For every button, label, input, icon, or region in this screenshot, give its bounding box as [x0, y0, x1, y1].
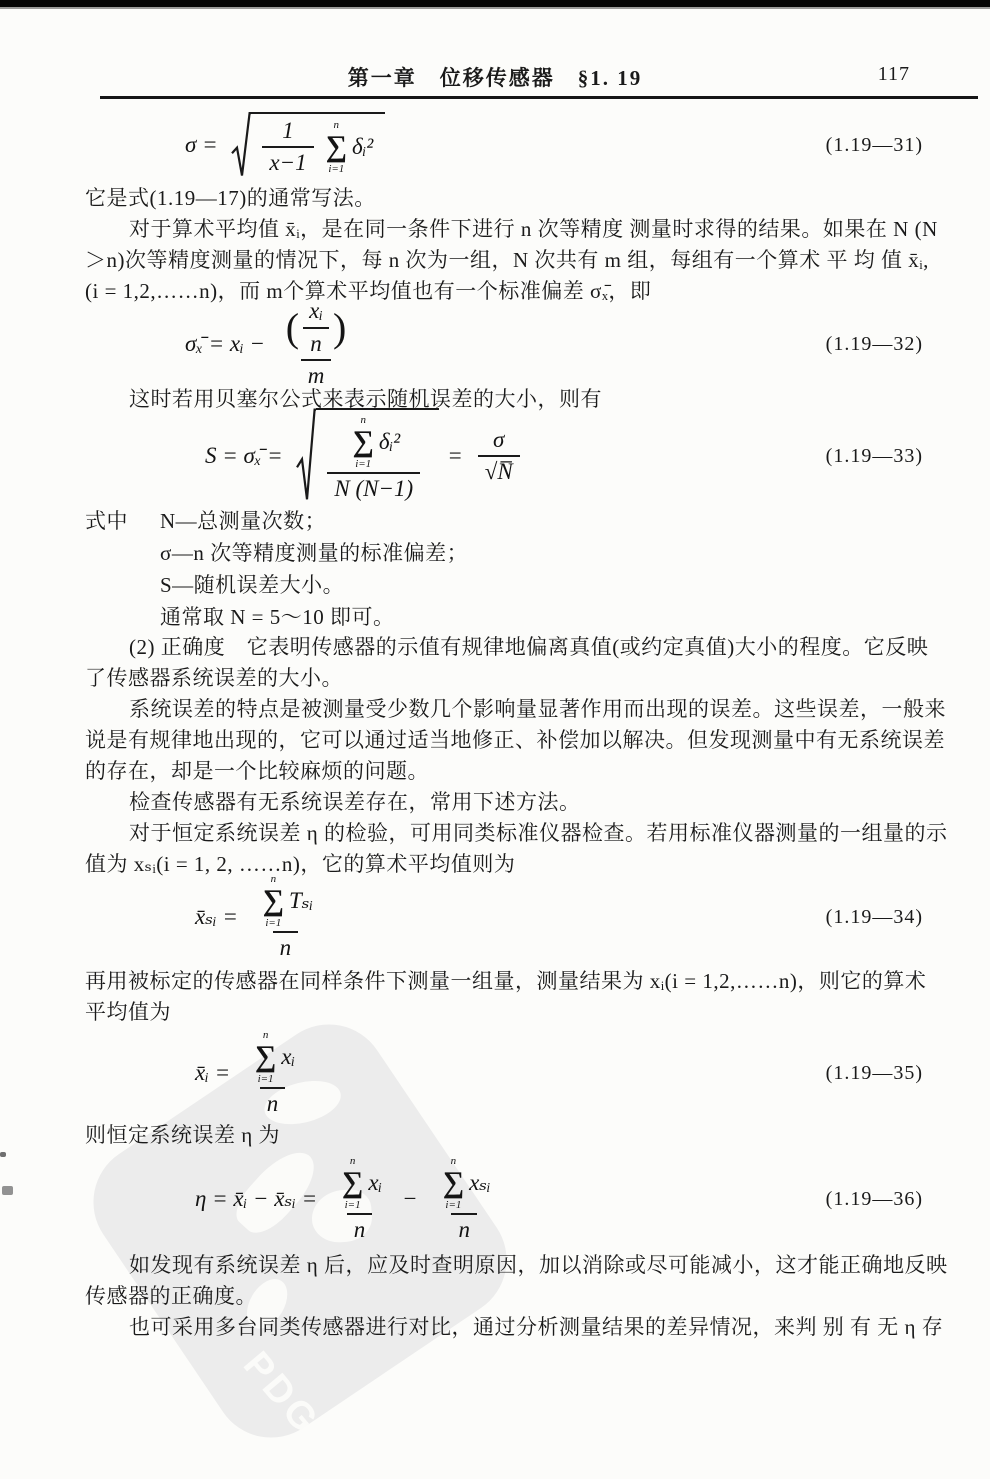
header-rule: [100, 96, 978, 99]
equation-1-19-35: [85, 1030, 923, 1116]
paragraph-line: (i = 1,2,……n)，而 m个算术平均值也有一个标准偏差 σₓ̄，即: [85, 279, 652, 303]
formula-sigma: [185, 112, 385, 179]
scan-speck: [2, 1186, 13, 1195]
paragraph-line: 对于算术平均值 x̄ᵢ，是在同一条件下进行 n 次等精度 测量时求得的结果。如果在 N (N: [129, 217, 938, 241]
paragraph-line: 说是有规律地出现的，它可以通过适当地修正、补偿加以解决。但发现测量中有无系统误差: [85, 728, 945, 752]
sigma-icon: ∑: [254, 1040, 277, 1074]
fraction-numerator: [330, 1155, 389, 1213]
page-number: 117: [877, 63, 910, 85]
fraction-numerator: 1: [282, 117, 294, 143]
watermark-pdg-label: PDG: [235, 1343, 328, 1444]
eq31-lhs: σ =: [185, 132, 224, 157]
paragraph-line: 检查传感器有无系统误差存在，常用下述方法。: [129, 790, 581, 814]
eq35-term: xᵢ: [281, 1043, 296, 1069]
definition-line: 通常取 N = 5～10 即可。: [160, 605, 395, 629]
sigma-icon: ∑: [341, 1166, 364, 1200]
running-header: [0, 62, 990, 92]
paragraph-line: 传感器的正确度。: [85, 1284, 257, 1308]
paragraph-line: (2) 正确度 它表明传感器的示值有规律地偏离真值(或约定真值)大小的程度。它反映: [129, 635, 929, 659]
paragraph-line: 再用被标定的传感器在同样条件下测量一组量，测量结果为 xᵢ(i = 1,2,……n)，则它的算术: [85, 969, 927, 993]
summation: [263, 873, 284, 929]
equation-number: (1.19—36): [825, 1187, 923, 1210]
fraction-denominator: n: [260, 1087, 286, 1117]
fraction: [278, 298, 355, 389]
paragraph-line: 它是式(1.19—17)的通常写法。: [85, 186, 376, 210]
sum-upper-limit: n: [262, 1028, 269, 1041]
paragraph-line: ＞n)次等精度测量的情况下，每 n 次为一组，N 次共有 m 组，每组有一个算术 平 均 值 x̄ᵢ,: [85, 248, 929, 272]
equation-1-19-34: [85, 874, 923, 960]
sum-lower-limit: i=1: [328, 162, 345, 175]
fraction-numerator: [243, 1029, 302, 1087]
equation-1-19-32: [85, 298, 923, 389]
eq33-term: δᵢ²: [378, 428, 401, 454]
paragraph-line: 系统误差的特点是被测量受少数几个影响量显著作用而出现的误差。这些误差，一般来: [129, 697, 946, 721]
radicand: [316, 408, 439, 504]
eq31-term: δᵢ²: [352, 134, 374, 159]
definition-line: S—随机误差大小。: [160, 573, 345, 597]
definition-line: σ—n 次等精度测量的标准偏差；: [160, 541, 469, 565]
equation-number: (1.19—34): [825, 905, 923, 928]
summation: [255, 1029, 276, 1085]
fraction-denominator: m: [301, 359, 332, 389]
eq34-term: Tₛᵢ: [289, 887, 314, 913]
paragraph-line: 也可采用多台同类传感器进行对比，通过分析测量结果的差异情况，来判 别 有 无 η 存: [129, 1315, 944, 1339]
fraction-denominator: x−1: [262, 146, 313, 176]
definition-line: N—总测量次数；: [160, 509, 327, 533]
paragraph-line: 平均值为: [85, 1000, 171, 1024]
chapter-title: 第一章 位移传感器 §1. 19: [347, 66, 643, 90]
paragraph-line: 则恒定系统误差 η 为: [85, 1123, 280, 1147]
scan-speck: [0, 1152, 6, 1157]
fraction-numerator: [251, 873, 321, 931]
sum-lower-limit: i=1: [265, 916, 282, 929]
fraction-denominator: n: [451, 1213, 477, 1243]
eq34-lhs: x̄ₛᵢ =: [195, 904, 244, 929]
paragraph-line: 如发现有系统误差 η 后，应及时查明原因，加以消除或尽可能减小，这才能正确地反映: [129, 1253, 948, 1277]
summation: [353, 414, 374, 470]
fraction: [251, 873, 321, 961]
fraction: [478, 427, 520, 486]
sum-upper-limit: n: [270, 872, 277, 885]
scan-edge-band-shadow: [0, 7, 990, 9]
fraction-denominator: n: [347, 1213, 373, 1243]
paragraph-line: 这时若用贝塞尔公式来表示随机误差的大小，则有: [129, 387, 602, 411]
fraction: [327, 414, 420, 502]
sum-upper-limit: n: [450, 1154, 457, 1167]
fraction-denominator: N (N−1): [327, 472, 420, 502]
eq36-term2: xₛᵢ: [469, 1169, 491, 1195]
fraction-denominator: n: [303, 327, 329, 357]
equation-1-19-36: [85, 1150, 923, 1248]
minus-sign: −: [402, 1186, 418, 1211]
formula-standard-mean: [195, 873, 327, 961]
eq36-term1: xᵢ: [368, 1169, 383, 1195]
sum-lower-limit: i=1: [257, 1072, 274, 1085]
radicand: [251, 112, 385, 179]
sum-lower-limit: i=1: [445, 1198, 462, 1211]
eq35-lhs: x̄ᵢ =: [195, 1060, 236, 1085]
scan-edge-band: [0, 0, 990, 7]
formula-sigma-xbar: [185, 298, 361, 389]
summation: [342, 1155, 363, 1211]
sigma-icon: ∑: [325, 130, 347, 164]
sigma-icon: ∑: [352, 425, 374, 459]
eq32-lhs: σₓ̄ = xᵢ −: [185, 331, 271, 356]
fraction: [262, 118, 313, 177]
fraction-numerator: [278, 298, 355, 359]
radical-sign-icon: [231, 112, 251, 179]
equation-number: (1.19—35): [825, 1061, 923, 1084]
fraction-numerator: σ: [493, 426, 505, 452]
equation-1-19-33: [85, 407, 923, 505]
equation-number: (1.19—33): [825, 444, 923, 467]
paragraph-line: 值为 xₛᵢ(i = 1, 2, ……n)，它的算术平均值则为: [85, 852, 516, 876]
sum-upper-limit: n: [349, 1154, 356, 1167]
fraction-denominator: n: [273, 931, 299, 961]
summation: [326, 119, 347, 175]
radical-sign-icon: [296, 408, 316, 504]
summation: [443, 1155, 464, 1211]
eq33-lhs: S = σₓ̄ =: [205, 443, 289, 468]
formula-bessel: [205, 408, 527, 504]
equals-sign: =: [447, 443, 463, 468]
right-paren: ): [332, 304, 347, 350]
fraction: [330, 1155, 389, 1243]
equation-1-19-31: [85, 106, 923, 184]
sum-upper-limit: n: [360, 413, 366, 426]
paragraph-line: 的存在，却是一个比较麻烦的问题。: [85, 759, 429, 783]
equation-number: (1.19—31): [825, 133, 923, 156]
radical: [231, 112, 385, 179]
radical: [296, 408, 439, 504]
sigma-icon: ∑: [262, 884, 285, 918]
fraction-denominator: √N̅: [478, 455, 520, 485]
sum-upper-limit: n: [333, 119, 340, 132]
fraction: [431, 1155, 498, 1243]
eq36-lhs: η = x̄ᵢ − x̄ₛᵢ =: [195, 1186, 323, 1211]
sigma-icon: ∑: [442, 1166, 465, 1200]
sum-lower-limit: i=1: [344, 1198, 361, 1211]
fraction-numerator: xᵢ: [309, 298, 323, 324]
equation-number: (1.19—32): [825, 332, 923, 355]
formula-sensor-mean: [195, 1029, 309, 1117]
inner-fraction: [302, 298, 330, 357]
fraction-numerator: [431, 1155, 498, 1213]
left-paren: (: [285, 304, 300, 350]
where-label: 式中: [85, 509, 128, 533]
formula-eta: [195, 1155, 505, 1243]
paragraph-line: 了传感器系统误差的大小。: [85, 666, 343, 690]
fraction: [243, 1029, 302, 1117]
sum-lower-limit: i=1: [355, 457, 372, 470]
fraction-numerator: [341, 414, 408, 472]
paragraph-line: 对于恒定系统误差 η 的检验，可用同类标准仪器检查。若用标准仪器测量的一组量的示: [129, 821, 948, 845]
